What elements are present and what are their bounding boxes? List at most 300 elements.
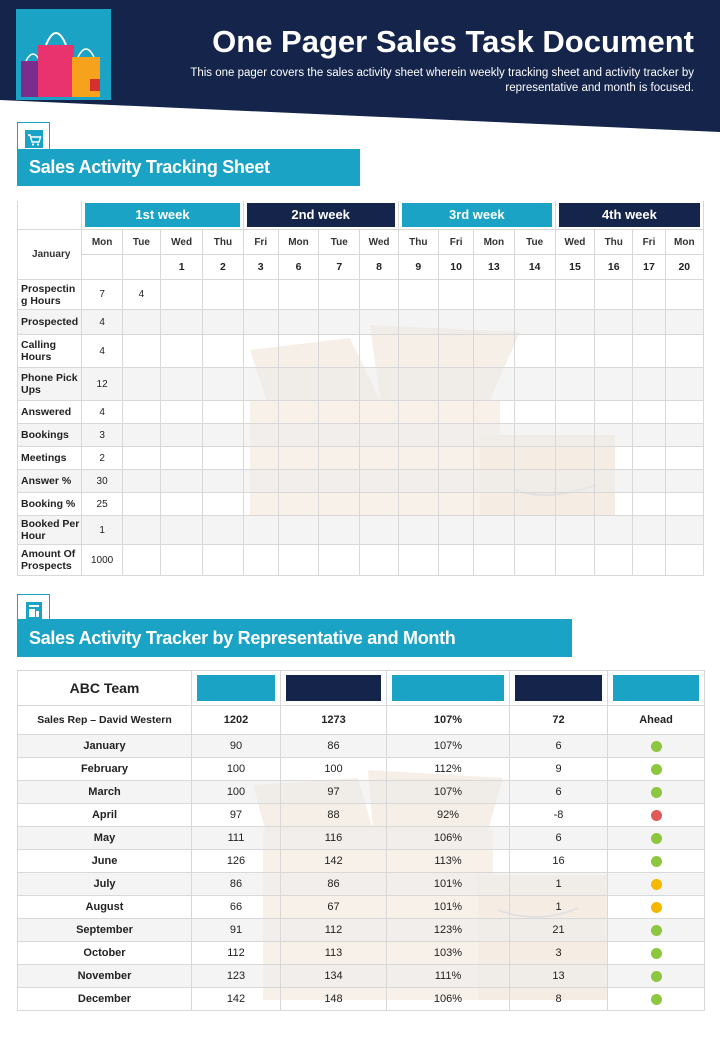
metric-cell[interactable] xyxy=(555,545,594,576)
metric-cell[interactable] xyxy=(398,470,438,493)
table-row xyxy=(18,827,705,850)
metric-cell[interactable] xyxy=(278,516,318,545)
metric-cell[interactable]: 3 xyxy=(82,424,122,447)
metric-cell[interactable] xyxy=(203,493,243,516)
metric-cell[interactable]: 4 xyxy=(82,310,122,335)
table-row xyxy=(18,401,704,424)
metric-cell[interactable]: 4 xyxy=(122,280,160,310)
metric-cell[interactable] xyxy=(633,401,665,424)
metric-cell[interactable] xyxy=(278,310,318,335)
metric-cell[interactable] xyxy=(595,447,633,470)
month-label: June xyxy=(18,850,192,873)
metric-cell[interactable] xyxy=(633,310,665,335)
metric-cell[interactable] xyxy=(243,401,278,424)
metric-cell[interactable] xyxy=(360,493,398,516)
metric-cell[interactable] xyxy=(595,545,633,576)
week-4-header: 4th week xyxy=(559,203,700,227)
day-header: Wed xyxy=(555,230,594,255)
metric-cell[interactable] xyxy=(278,493,318,516)
metric-cell[interactable] xyxy=(243,280,278,310)
date-header: 9 xyxy=(398,255,438,280)
metric-cell[interactable] xyxy=(474,516,514,545)
metric-cell[interactable] xyxy=(665,335,703,368)
metric-cell[interactable]: 4 xyxy=(82,401,122,424)
status-dot-icon xyxy=(651,810,662,821)
metric-cell[interactable] xyxy=(319,447,360,470)
metric-cell[interactable] xyxy=(555,280,594,310)
metric-cell[interactable] xyxy=(595,493,633,516)
metric-cell[interactable] xyxy=(595,401,633,424)
metric-cell[interactable] xyxy=(474,310,514,335)
day-header: Mon xyxy=(474,230,514,255)
metric-cell[interactable] xyxy=(438,447,473,470)
metric-cell[interactable] xyxy=(122,335,160,368)
metric-cell[interactable] xyxy=(360,368,398,401)
value-cell: 8 xyxy=(510,988,608,1011)
rep-v2: 1273 xyxy=(281,706,387,735)
metric-cell[interactable] xyxy=(319,470,360,493)
metric-cell[interactable] xyxy=(278,401,318,424)
metric-cell[interactable] xyxy=(665,310,703,335)
metric-cell[interactable] xyxy=(514,493,555,516)
month-label: May xyxy=(18,827,192,850)
metric-cell[interactable] xyxy=(243,516,278,545)
status-dot-icon xyxy=(651,902,662,913)
metric-cell[interactable] xyxy=(438,470,473,493)
date-header: 8 xyxy=(360,255,398,280)
metric-cell[interactable] xyxy=(161,424,203,447)
date-header: 10 xyxy=(438,255,473,280)
value-cell: 86 xyxy=(281,873,387,896)
table-row xyxy=(18,545,704,576)
date-header: 7 xyxy=(319,255,360,280)
value-cell: 112% xyxy=(387,758,510,781)
metric-cell[interactable] xyxy=(514,470,555,493)
metric-cell[interactable] xyxy=(319,516,360,545)
metric-cell[interactable] xyxy=(360,545,398,576)
metric-cell[interactable] xyxy=(595,368,633,401)
month-label: April xyxy=(18,804,192,827)
metric-cell[interactable]: 30 xyxy=(82,470,122,493)
value-cell: 107% xyxy=(387,735,510,758)
metric-cell[interactable] xyxy=(161,335,203,368)
value-cell: 142 xyxy=(281,850,387,873)
metric-cell[interactable] xyxy=(203,335,243,368)
metric-cell[interactable]: 4 xyxy=(82,335,122,368)
metric-cell[interactable] xyxy=(398,280,438,310)
value-cell: 106% xyxy=(387,988,510,1011)
metric-cell[interactable] xyxy=(243,424,278,447)
metric-cell[interactable] xyxy=(319,493,360,516)
value-cell: 116 xyxy=(281,827,387,850)
value-cell: 148 xyxy=(281,988,387,1011)
metric-cell[interactable] xyxy=(398,368,438,401)
month-label: January xyxy=(18,735,192,758)
metric-cell[interactable] xyxy=(474,335,514,368)
date-header: 14 xyxy=(514,255,555,280)
week-3-header: 3rd week xyxy=(402,203,552,227)
metric-cell[interactable] xyxy=(319,545,360,576)
status-dot-icon xyxy=(651,925,662,936)
value-cell: 21 xyxy=(510,919,608,942)
table-row xyxy=(18,965,705,988)
metric-cell[interactable] xyxy=(595,310,633,335)
metric-cell[interactable] xyxy=(319,280,360,310)
metric-cell[interactable] xyxy=(474,424,514,447)
metric-cell[interactable] xyxy=(555,368,594,401)
month-label: July xyxy=(18,873,192,896)
metric-cell[interactable] xyxy=(474,545,514,576)
metric-cell[interactable] xyxy=(474,493,514,516)
value-cell: 101% xyxy=(387,873,510,896)
metric-cell[interactable] xyxy=(319,310,360,335)
metric-cell[interactable] xyxy=(203,368,243,401)
metric-cell[interactable] xyxy=(665,447,703,470)
week-1-header: 1st week xyxy=(85,203,239,227)
metric-cell[interactable] xyxy=(122,368,160,401)
date-header xyxy=(122,255,160,280)
value-cell: 101% xyxy=(387,896,510,919)
status-dot-icon xyxy=(651,948,662,959)
metric-cell[interactable] xyxy=(665,470,703,493)
metric-cell[interactable] xyxy=(665,401,703,424)
metric-cell[interactable] xyxy=(360,447,398,470)
metric-cell[interactable] xyxy=(319,335,360,368)
metric-cell[interactable] xyxy=(398,424,438,447)
metric-cell[interactable] xyxy=(474,470,514,493)
status-cell xyxy=(608,988,705,1011)
metric-cell[interactable] xyxy=(398,516,438,545)
status-cell xyxy=(608,873,705,896)
metric-cell[interactable] xyxy=(398,401,438,424)
rep-v1: 1202 xyxy=(192,706,281,735)
metric-cell[interactable] xyxy=(438,516,473,545)
metric-cell[interactable] xyxy=(161,516,203,545)
metric-cell[interactable] xyxy=(203,310,243,335)
table-row xyxy=(18,335,704,368)
status-dot-icon xyxy=(651,741,662,752)
metric-cell[interactable] xyxy=(665,545,703,576)
metric-cell[interactable] xyxy=(438,368,473,401)
metric-cell[interactable] xyxy=(665,493,703,516)
table-row xyxy=(18,850,705,873)
status-dot-icon xyxy=(651,787,662,798)
metric-label: Prospected xyxy=(18,310,82,335)
metric-cell[interactable] xyxy=(278,470,318,493)
metric-cell[interactable] xyxy=(474,368,514,401)
value-cell: 1 xyxy=(510,873,608,896)
metric-cell[interactable] xyxy=(203,447,243,470)
metric-cell[interactable] xyxy=(555,493,594,516)
rep-status: Ahead xyxy=(608,706,705,735)
metric-cell[interactable]: 25 xyxy=(82,493,122,516)
metric-label: Booked Per Hour xyxy=(18,516,82,545)
metric-cell[interactable] xyxy=(514,310,555,335)
table-row xyxy=(18,493,704,516)
metric-cell[interactable] xyxy=(319,368,360,401)
date-header: 17 xyxy=(633,255,665,280)
metric-cell[interactable] xyxy=(633,516,665,545)
section2-title: Sales Activity Tracker by Representative and Month xyxy=(17,619,572,657)
value-cell: 107% xyxy=(387,781,510,804)
metric-cell[interactable] xyxy=(243,470,278,493)
metric-cell[interactable] xyxy=(438,545,473,576)
metric-cell[interactable] xyxy=(161,493,203,516)
metric-cell[interactable] xyxy=(161,401,203,424)
metric-cell[interactable] xyxy=(243,368,278,401)
tracker-table xyxy=(17,670,705,1011)
day-header: Wed xyxy=(161,230,203,255)
metric-cell[interactable] xyxy=(555,335,594,368)
date-header: 6 xyxy=(278,255,318,280)
metric-cell[interactable] xyxy=(360,516,398,545)
metric-cell[interactable] xyxy=(161,280,203,310)
metric-label: Phone Pick Ups xyxy=(18,368,82,401)
value-cell: 6 xyxy=(510,735,608,758)
table-row xyxy=(18,758,705,781)
value-cell: 134 xyxy=(281,965,387,988)
metric-cell[interactable] xyxy=(398,447,438,470)
metric-cell[interactable] xyxy=(122,424,160,447)
metric-label: Prospectin g Hours xyxy=(18,280,82,310)
metric-cell[interactable] xyxy=(555,470,594,493)
metric-cell[interactable] xyxy=(595,516,633,545)
metric-cell[interactable] xyxy=(319,401,360,424)
date-header xyxy=(82,255,122,280)
metric-cell[interactable] xyxy=(360,280,398,310)
metric-cell[interactable] xyxy=(360,310,398,335)
value-cell: -8 xyxy=(510,804,608,827)
metric-cell[interactable] xyxy=(633,470,665,493)
metric-cell[interactable] xyxy=(122,310,160,335)
metric-cell[interactable] xyxy=(555,401,594,424)
month-label: October xyxy=(18,942,192,965)
metric-cell[interactable] xyxy=(243,310,278,335)
value-cell: 6 xyxy=(510,781,608,804)
table-row xyxy=(18,280,704,310)
metric-cell[interactable] xyxy=(122,447,160,470)
metric-cell[interactable] xyxy=(438,424,473,447)
metric-cell[interactable]: 1 xyxy=(82,516,122,545)
page-subtitle: This one pager covers the sales activity sheet wherein weekly tracking sheet and activity tracker by representative and month is focused. xyxy=(190,67,694,94)
metric-cell[interactable] xyxy=(514,280,555,310)
value-cell: 113% xyxy=(387,850,510,873)
metric-cell[interactable] xyxy=(665,516,703,545)
day-header: Tue xyxy=(319,230,360,255)
metric-cell[interactable] xyxy=(122,493,160,516)
metric-label: Amount Of Prospects xyxy=(18,545,82,576)
metric-label: Answer % xyxy=(18,470,82,493)
metric-cell[interactable] xyxy=(514,335,555,368)
metric-cell[interactable] xyxy=(398,310,438,335)
value-cell: 86 xyxy=(192,873,281,896)
metric-cell[interactable] xyxy=(360,470,398,493)
metric-cell[interactable] xyxy=(122,401,160,424)
value-cell: 123 xyxy=(192,965,281,988)
metric-cell[interactable]: 12 xyxy=(82,368,122,401)
metric-cell[interactable] xyxy=(438,280,473,310)
status-cell xyxy=(608,896,705,919)
metric-cell[interactable] xyxy=(161,368,203,401)
metric-cell[interactable] xyxy=(555,447,594,470)
metric-cell[interactable]: 1000 xyxy=(82,545,122,576)
month-label: March xyxy=(18,781,192,804)
metric-cell[interactable] xyxy=(203,470,243,493)
value-cell: 97 xyxy=(281,781,387,804)
metric-cell[interactable] xyxy=(360,401,398,424)
section1-title: Sales Activity Tracking Sheet xyxy=(17,149,360,186)
metric-cell[interactable]: 2 xyxy=(82,447,122,470)
day-header: Fri xyxy=(243,230,278,255)
value-cell: 111% xyxy=(387,965,510,988)
metric-cell[interactable] xyxy=(161,470,203,493)
metric-cell[interactable] xyxy=(474,401,514,424)
value-cell: 86 xyxy=(281,735,387,758)
header-block xyxy=(392,675,504,701)
status-cell xyxy=(608,850,705,873)
metric-cell[interactable] xyxy=(122,545,160,576)
date-header: 3 xyxy=(243,255,278,280)
metric-cell[interactable] xyxy=(161,447,203,470)
metric-cell[interactable] xyxy=(633,335,665,368)
metric-cell[interactable] xyxy=(595,470,633,493)
metric-cell[interactable] xyxy=(398,335,438,368)
metric-cell[interactable] xyxy=(555,424,594,447)
metric-cell[interactable] xyxy=(474,447,514,470)
table-row xyxy=(18,873,705,896)
metric-cell[interactable] xyxy=(595,280,633,310)
value-cell: 97 xyxy=(192,804,281,827)
header-block xyxy=(286,675,381,701)
day-header: Fri xyxy=(438,230,473,255)
day-header: Thu xyxy=(595,230,633,255)
month-label: February xyxy=(18,758,192,781)
metric-label: Booking % xyxy=(18,493,82,516)
metric-cell[interactable] xyxy=(633,493,665,516)
shopping-bags-icon xyxy=(16,9,111,100)
metric-cell[interactable] xyxy=(398,545,438,576)
metric-cell[interactable] xyxy=(665,368,703,401)
metric-cell[interactable] xyxy=(278,368,318,401)
metric-cell[interactable] xyxy=(633,368,665,401)
metric-cell[interactable] xyxy=(243,545,278,576)
value-cell: 6 xyxy=(510,827,608,850)
rep-name: Sales Rep – David Western xyxy=(18,706,192,735)
metric-cell[interactable] xyxy=(161,545,203,576)
month-label: November xyxy=(18,965,192,988)
value-cell: 111 xyxy=(192,827,281,850)
table-row xyxy=(18,368,704,401)
table-row xyxy=(18,447,704,470)
metric-cell[interactable] xyxy=(555,310,594,335)
table-row xyxy=(18,424,704,447)
metric-cell[interactable] xyxy=(438,401,473,424)
month-label: September xyxy=(18,919,192,942)
metric-cell[interactable] xyxy=(665,424,703,447)
metric-cell[interactable] xyxy=(555,516,594,545)
metric-cell[interactable] xyxy=(665,280,703,310)
metric-cell[interactable] xyxy=(514,401,555,424)
value-cell: 92% xyxy=(387,804,510,827)
metric-label: Meetings xyxy=(18,447,82,470)
metric-cell[interactable] xyxy=(319,424,360,447)
table-row xyxy=(18,919,705,942)
metric-cell[interactable] xyxy=(438,493,473,516)
metric-cell[interactable] xyxy=(203,401,243,424)
metric-cell[interactable] xyxy=(278,424,318,447)
metric-cell[interactable] xyxy=(243,447,278,470)
status-dot-icon xyxy=(651,764,662,775)
status-dot-icon xyxy=(651,879,662,890)
status-dot-icon xyxy=(651,994,662,1005)
metric-cell[interactable] xyxy=(438,335,473,368)
metric-cell[interactable] xyxy=(243,493,278,516)
metric-cell[interactable] xyxy=(514,516,555,545)
metric-cell[interactable] xyxy=(203,280,243,310)
metric-cell[interactable] xyxy=(122,470,160,493)
metric-cell[interactable] xyxy=(278,447,318,470)
metric-cell[interactable] xyxy=(398,493,438,516)
day-header: Thu xyxy=(398,230,438,255)
metric-cell[interactable] xyxy=(278,335,318,368)
metric-cell[interactable] xyxy=(633,447,665,470)
metric-cell[interactable] xyxy=(595,335,633,368)
metric-cell[interactable] xyxy=(514,424,555,447)
metric-cell[interactable] xyxy=(514,545,555,576)
value-cell: 16 xyxy=(510,850,608,873)
table-row xyxy=(18,516,704,545)
status-cell xyxy=(608,965,705,988)
metric-cell[interactable] xyxy=(514,368,555,401)
metric-cell[interactable] xyxy=(595,424,633,447)
value-cell: 66 xyxy=(192,896,281,919)
metric-cell[interactable] xyxy=(360,335,398,368)
metric-cell[interactable] xyxy=(122,516,160,545)
metric-cell[interactable] xyxy=(243,335,278,368)
team-name: ABC Team xyxy=(18,671,192,706)
table-row xyxy=(18,942,705,965)
metric-cell[interactable] xyxy=(278,280,318,310)
metric-cell[interactable] xyxy=(514,447,555,470)
month-label: January xyxy=(18,230,82,280)
metric-cell[interactable] xyxy=(278,545,318,576)
metric-cell[interactable]: 7 xyxy=(82,280,122,310)
value-cell: 100 xyxy=(192,781,281,804)
value-cell: 67 xyxy=(281,896,387,919)
metric-cell[interactable] xyxy=(203,516,243,545)
value-cell: 106% xyxy=(387,827,510,850)
day-header: Mon xyxy=(82,230,122,255)
month-label: December xyxy=(18,988,192,1011)
metric-cell[interactable] xyxy=(203,424,243,447)
value-cell: 112 xyxy=(281,919,387,942)
header-block xyxy=(613,675,699,701)
metric-cell[interactable] xyxy=(360,424,398,447)
metric-cell[interactable] xyxy=(633,280,665,310)
table-row xyxy=(18,735,705,758)
metric-cell[interactable] xyxy=(438,310,473,335)
metric-cell[interactable] xyxy=(474,280,514,310)
metric-cell[interactable] xyxy=(633,424,665,447)
metric-cell[interactable] xyxy=(633,545,665,576)
day-header: Mon xyxy=(278,230,318,255)
value-cell: 3 xyxy=(510,942,608,965)
day-header: Mon xyxy=(665,230,703,255)
metric-cell[interactable] xyxy=(203,545,243,576)
metric-cell[interactable] xyxy=(161,310,203,335)
value-cell: 112 xyxy=(192,942,281,965)
date-header: 15 xyxy=(555,255,594,280)
